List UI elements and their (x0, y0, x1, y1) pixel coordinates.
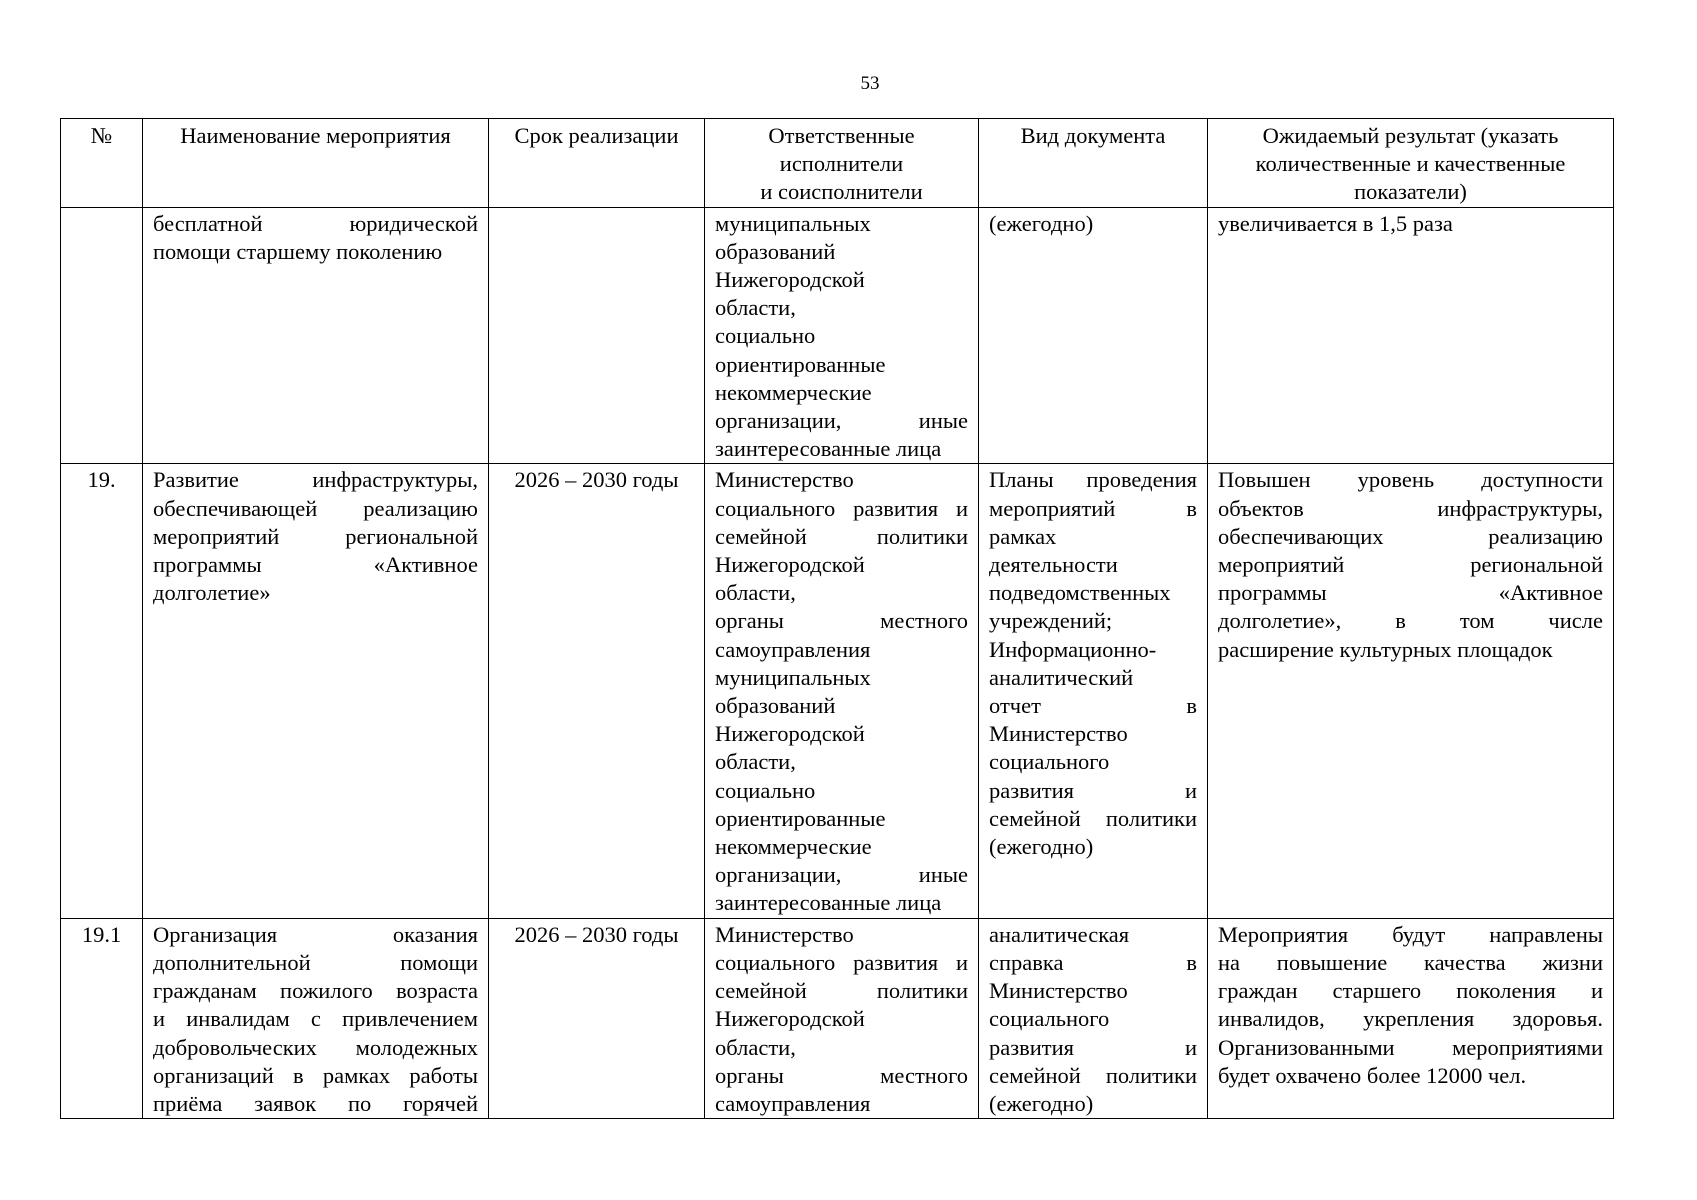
header-period: Срок реализации (489, 119, 705, 208)
text-line: Организация оказания (153, 921, 478, 947)
text-line: области, (715, 749, 796, 775)
cell-period: 2026 – 2030 годы (489, 464, 705, 918)
text-line: рамках (989, 523, 1057, 549)
text-line: социального развития и (715, 495, 968, 521)
text-line: учреждений; (989, 608, 1113, 634)
text-line: Мероприятия будут направлены (1218, 921, 1603, 947)
text-line: Планы проведения (989, 467, 1197, 493)
header-result-line: Ожидаемый результат (указать (1262, 123, 1559, 148)
text-line: социально (715, 323, 816, 349)
text-line: семейной политики (715, 523, 968, 549)
cell-number: 19.1 (61, 918, 143, 1118)
text-line: организаций в рамках работы (153, 1062, 478, 1088)
text-line: отчет в (989, 693, 1197, 719)
text-line: (ежегодно) (989, 1090, 1094, 1116)
text-line: области, (715, 580, 796, 606)
text-line: мероприятий региональной (1218, 552, 1603, 578)
text-line: образований (715, 238, 836, 264)
cell-name (143, 464, 489, 918)
text-line: Развитие инфраструктуры, (153, 467, 478, 493)
text-line: программы «Активное (153, 552, 478, 578)
cell-document-type (979, 207, 1208, 464)
text-line: программы «Активное (1218, 580, 1603, 606)
text-line: гражданам пожилого возраста (153, 978, 478, 1004)
text-line: самоуправления (715, 636, 871, 662)
text-line: семейной политики (989, 805, 1197, 831)
cell-period (489, 207, 705, 464)
text-line: бесплатной юридической (153, 210, 478, 236)
text-line: обеспечивающей реализацию (153, 495, 478, 521)
text-line: долголетие» (153, 580, 271, 606)
text-line: Организованными мероприятиями (1218, 1034, 1603, 1060)
text-line: некоммерческие (715, 379, 872, 405)
measures-table (60, 118, 1614, 1119)
cell-responsible (705, 207, 979, 464)
text-line: Нижегородской (715, 267, 865, 293)
cell-responsible (705, 918, 979, 1118)
text-line: ориентированные (715, 351, 886, 377)
text-line: Министерство (715, 467, 854, 493)
text-line: заинтересованные лица (715, 890, 942, 916)
text-line: деятельности (989, 552, 1118, 578)
cell-number (61, 207, 143, 464)
text-line: помощи старшему поколению (153, 238, 443, 264)
text-line: Министерство (715, 921, 854, 947)
text-line: муниципальных (715, 664, 871, 690)
text-line: инвалидов, укрепления здоровья. (1218, 1006, 1603, 1032)
text-line: объектов инфраструктуры, (1218, 495, 1603, 521)
text-line: приёма заявок по горячей (153, 1090, 478, 1116)
text-line: добровольческих молодежных (153, 1034, 478, 1060)
text-line: социально (715, 777, 816, 803)
table-row (61, 918, 1614, 1118)
table-row (61, 207, 1614, 464)
cell-expected-result (1208, 918, 1614, 1118)
cell-name (143, 207, 489, 464)
text-line: Министерство (989, 978, 1128, 1004)
text-line: увеличивается в 1,5 раза (1218, 210, 1453, 236)
text-line: области, (715, 1034, 796, 1060)
header-expected-result (1208, 119, 1614, 208)
text-line: развития и (989, 777, 1197, 803)
text-line: области, (715, 295, 796, 321)
text-line: органы местного (715, 1062, 968, 1088)
header-responsible-line: Ответственные (768, 123, 915, 148)
text-line: на повышение качества жизни (1218, 949, 1603, 975)
text-line: аналитический (989, 664, 1134, 690)
text-line: Нижегородской (715, 1006, 865, 1032)
text-line: образований (715, 693, 836, 719)
cell-number: 19. (61, 464, 143, 918)
text-line: граждан старшего поколения и (1218, 978, 1603, 1004)
text-line: Министерство (989, 721, 1128, 747)
header-responsible-line: и соисполнители (760, 179, 923, 205)
text-line: самоуправления (715, 1090, 871, 1116)
text-line: дополнительной помощи (153, 949, 478, 975)
text-line: мероприятий в (989, 495, 1197, 521)
header-responsible (705, 119, 979, 208)
text-line: расширение культурных площадок (1218, 636, 1553, 662)
header-number: № (61, 119, 143, 208)
text-line: подведомственных (989, 580, 1171, 606)
text-line: семейной политики (715, 978, 968, 1004)
cell-expected-result (1208, 464, 1614, 918)
text-line: мероприятий региональной (153, 523, 478, 549)
text-line: (ежегодно) (989, 210, 1094, 236)
text-line: социального (989, 1006, 1110, 1032)
header-name: Наименование мероприятия (143, 119, 489, 208)
text-line: развития и (989, 1034, 1197, 1060)
text-line: Нижегородской (715, 552, 865, 578)
header-document-type: Вид документа (979, 119, 1208, 208)
cell-responsible (705, 464, 979, 918)
text-line: Нижегородской (715, 721, 865, 747)
text-line: и инвалидам с привлечением (153, 1006, 478, 1032)
text-line: социального развития и (715, 949, 968, 975)
text-line: обеспечивающих реализацию (1218, 523, 1603, 549)
text-line: аналитическая (989, 921, 1130, 947)
text-line: заинтересованные лица (715, 436, 942, 462)
text-line: ориентированные (715, 805, 886, 831)
text-line: (ежегодно) (989, 834, 1094, 860)
cell-expected-result (1208, 207, 1614, 464)
cell-document-type (979, 918, 1208, 1118)
text-line: организации, иные (715, 862, 968, 888)
cell-period: 2026 – 2030 годы (489, 918, 705, 1118)
text-line: будет охвачено более 12000 чел. (1218, 1062, 1527, 1088)
table-row (61, 464, 1614, 918)
text-line: справка в (989, 949, 1197, 975)
page-number: 53 (860, 73, 880, 94)
table-header-row (61, 119, 1614, 208)
text-line: Повышен уровень доступности (1218, 467, 1603, 493)
text-line: органы местного (715, 608, 968, 634)
header-responsible-line: исполнители (779, 151, 904, 177)
text-line: долголетие», в том числе (1218, 608, 1603, 634)
text-line: некоммерческие (715, 834, 872, 860)
text-line: организации, иные (715, 408, 968, 434)
header-result-line: показатели) (1354, 179, 1467, 205)
text-line: муниципальных (715, 210, 871, 236)
text-line: Информационно- (989, 636, 1157, 662)
cell-document-type (979, 464, 1208, 918)
header-result-line: количественные и качественные (1255, 151, 1566, 177)
text-line: семейной политики (989, 1062, 1197, 1088)
cell-name (143, 918, 489, 1118)
text-line: социального (989, 749, 1110, 775)
